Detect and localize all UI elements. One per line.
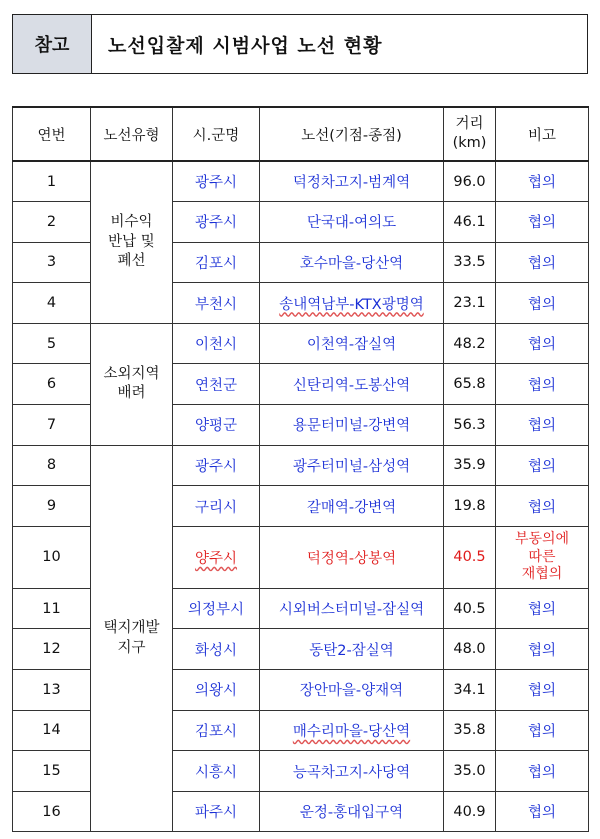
- note-cell: 협의: [496, 283, 589, 324]
- distance-cell: 33.5: [444, 242, 496, 283]
- column-header-route: 노선(기점-종점): [260, 107, 444, 161]
- city-cell: 의왕시: [173, 670, 260, 711]
- table-row: [13, 323, 589, 364]
- city-cell: 광주시: [173, 202, 260, 243]
- route-cell: 신탄리역-도봉산역: [260, 364, 444, 405]
- note-cell: 협의: [496, 364, 589, 405]
- city-cell: 구리시: [173, 486, 260, 527]
- title-banner: [12, 14, 588, 74]
- row-number: 10: [13, 526, 91, 588]
- reference-tag: 참고: [13, 15, 92, 73]
- city-cell: 의정부시: [173, 588, 260, 629]
- distance-cell: 40.9: [444, 791, 496, 832]
- city-cell: 파주시: [173, 791, 260, 832]
- row-number: 4: [13, 283, 91, 324]
- row-number: 16: [13, 791, 91, 832]
- city-cell: 양평군: [173, 405, 260, 446]
- route-type-group: 택지개발 지구: [91, 445, 173, 832]
- route-cell: 장안마을-양재역: [260, 670, 444, 711]
- row-number: 3: [13, 242, 91, 283]
- row-number: 6: [13, 364, 91, 405]
- distance-cell: 48.2: [444, 323, 496, 364]
- route-cell: 시외버스터미널-잠실역: [260, 588, 444, 629]
- city-cell: 시흥시: [173, 751, 260, 792]
- distance-cell: 19.8: [444, 486, 496, 527]
- city-cell: 연천군: [173, 364, 260, 405]
- table-row: [13, 445, 589, 486]
- note-cell: 협의: [496, 161, 589, 202]
- route-cell: [260, 710, 444, 751]
- route-type-group: 비수익 반납 및 폐선: [91, 161, 173, 323]
- note-cell: 협의: [496, 242, 589, 283]
- route-cell: 광주터미널-삼성역: [260, 445, 444, 486]
- table-header-row: [13, 107, 589, 161]
- row-number: 8: [13, 445, 91, 486]
- row-number: 1: [13, 161, 91, 202]
- city-cell: 화성시: [173, 629, 260, 670]
- city-cell: 김포시: [173, 710, 260, 751]
- note-cell: 협의: [496, 751, 589, 792]
- note-cell: 협의: [496, 445, 589, 486]
- note-cell: 부동의에 따른 재협의: [496, 526, 589, 588]
- route-text: 매수리마을-당산역: [292, 723, 411, 740]
- row-number: 7: [13, 405, 91, 446]
- row-number: 2: [13, 202, 91, 243]
- route-cell: 용문터미널-강변역: [260, 405, 444, 446]
- column-header-city: 시.군명: [173, 107, 260, 161]
- route-cell: 덕정역-상봉역: [260, 526, 444, 588]
- city-cell: 광주시: [173, 445, 260, 486]
- note-cell: 협의: [496, 791, 589, 832]
- note-cell: 협의: [496, 670, 589, 711]
- city-cell: 광주시: [173, 161, 260, 202]
- distance-cell: 23.1: [444, 283, 496, 324]
- route-cell: 동탄2-잠실역: [260, 629, 444, 670]
- city-cell: 이천시: [173, 323, 260, 364]
- city-cell: 김포시: [173, 242, 260, 283]
- route-cell: 호수마을-당산역: [260, 242, 444, 283]
- route-cell: 덕정차고지-범계역: [260, 161, 444, 202]
- note-cell: 협의: [496, 486, 589, 527]
- column-header-distance: 거리 (km): [444, 107, 496, 161]
- page-title: 노선입찰제 시범사업 노선 현황: [108, 34, 383, 57]
- city-cell: [173, 526, 260, 588]
- note-cell: 협의: [496, 588, 589, 629]
- distance-cell: 40.5: [444, 526, 496, 588]
- route-cell: 갈매역-강변역: [260, 486, 444, 527]
- city-cell: 부천시: [173, 283, 260, 324]
- row-number: 12: [13, 629, 91, 670]
- row-number: 15: [13, 751, 91, 792]
- distance-cell: 48.0: [444, 629, 496, 670]
- distance-cell: 56.3: [444, 405, 496, 446]
- route-type-group: 소외지역 배려: [91, 323, 173, 445]
- note-cell: 협의: [496, 629, 589, 670]
- route-text: 송내역남부-KTX광명역: [279, 296, 424, 313]
- note-cell: 협의: [496, 405, 589, 446]
- distance-cell: 35.9: [444, 445, 496, 486]
- note-cell: 협의: [496, 710, 589, 751]
- column-header-no: 연번: [13, 107, 91, 161]
- distance-cell: 96.0: [444, 161, 496, 202]
- distance-cell: 65.8: [444, 364, 496, 405]
- route-cell: 운정-홍대입구역: [260, 791, 444, 832]
- route-cell: 능곡차고지-사당역: [260, 751, 444, 792]
- route-status-table: [12, 106, 589, 832]
- route-cell: 이천역-잠실역: [260, 323, 444, 364]
- row-number: 9: [13, 486, 91, 527]
- column-header-route-type: 노선유형: [91, 107, 173, 161]
- city-text: 양주시: [194, 550, 238, 567]
- distance-cell: 40.5: [444, 588, 496, 629]
- row-number: 11: [13, 588, 91, 629]
- note-cell: 협의: [496, 202, 589, 243]
- note-cell: 협의: [496, 323, 589, 364]
- route-cell: [260, 283, 444, 324]
- column-header-note: 비고: [496, 107, 589, 161]
- route-cell: 단국대-여의도: [260, 202, 444, 243]
- distance-cell: 46.1: [444, 202, 496, 243]
- row-number: 13: [13, 670, 91, 711]
- row-number: 5: [13, 323, 91, 364]
- row-number: 14: [13, 710, 91, 751]
- distance-cell: 35.0: [444, 751, 496, 792]
- distance-cell: 35.8: [444, 710, 496, 751]
- distance-cell: 34.1: [444, 670, 496, 711]
- table-row: [13, 161, 589, 202]
